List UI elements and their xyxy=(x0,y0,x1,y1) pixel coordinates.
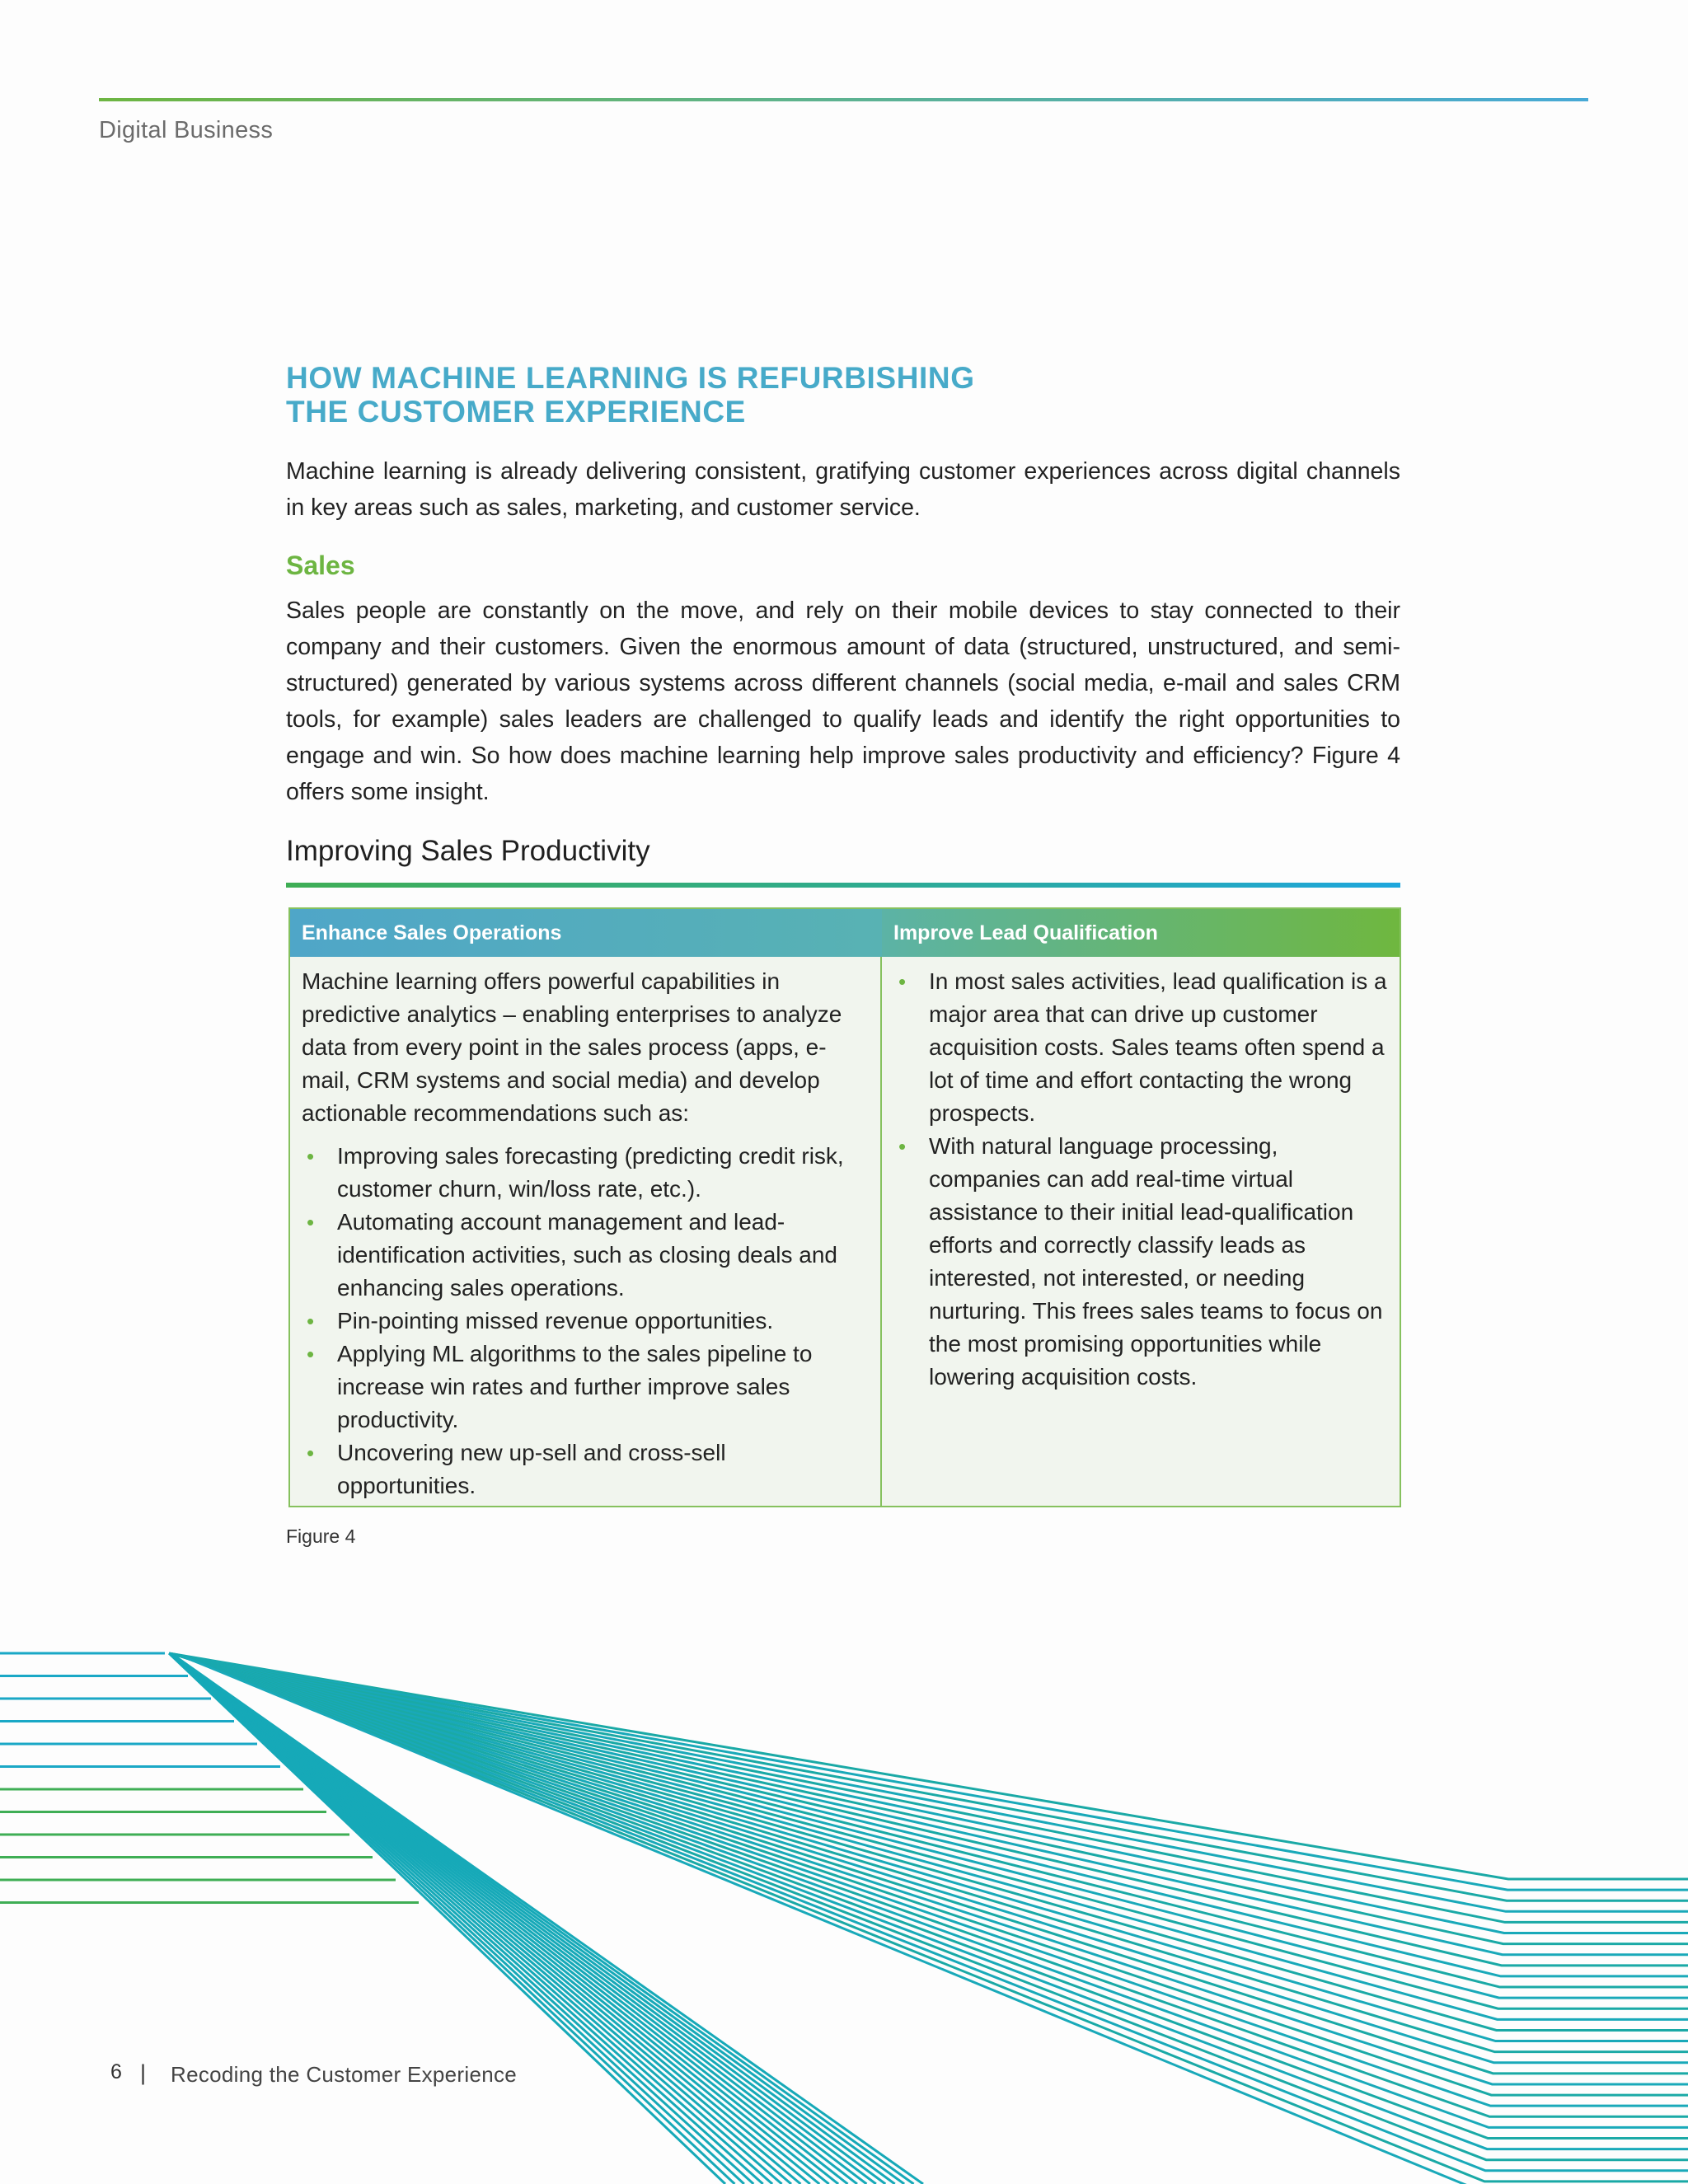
list-item-text: Applying ML algorithms to the sales pipeline to increase win rates and further improve sales productivity. xyxy=(337,1341,813,1432)
bullet-icon: • xyxy=(307,1309,315,1333)
list-item xyxy=(302,1206,869,1305)
figure-table xyxy=(288,907,1401,1507)
article-heading-line2: THE CUSTOMER EXPERIENCE xyxy=(286,395,746,429)
col1-bullet-list xyxy=(302,1140,869,1502)
bullet-icon: • xyxy=(307,1210,315,1235)
bullet-icon: • xyxy=(307,1342,315,1366)
list-item xyxy=(893,965,1388,1130)
figure-title-rule xyxy=(286,883,1400,888)
sales-paragraph: Sales people are constantly on the move, and rely on their mobile devices to stay connected to their company and their customers. Given the enormous amount of data (structured, unstructured, and semi-structured) generated by various systems across different channels (social media, e-mail and sales CRM tools, for example) sales leaders are challenged to qualify leads and identify the right opportunities to engage and win. So how does machine learning help improve sales productivity and efficiency? Figure 4 offers some insight. xyxy=(286,598,1400,805)
table-body-row xyxy=(290,957,1400,1506)
cell-enhance-sales-operations xyxy=(290,957,882,1506)
list-item-text: In most sales activities, lead qualification is a major area that can drive up customer acquisition costs. Sales teams often spend a lot of time and effort contacting the wrong prospects. xyxy=(929,968,1387,1126)
cell-lead-text: Machine learning offers powerful capabilities in predictive analytics – enabling enterprises to analyze data from every point in the sales process (apps, e-mail, CRM systems and social media) and develop actionable recommendations such as: xyxy=(302,968,842,1126)
article-heading xyxy=(286,361,1400,429)
list-item-text: With natural language processing, companies can add real-time virtual assistance to their initial lead-qualification efforts and correctly classify leads as interested, not interested, or needing nurturing. This frees sales teams to focus on the most promising opportunities while lowering acquisition costs. xyxy=(929,1133,1383,1390)
col2-bullet-list xyxy=(893,965,1388,1394)
article xyxy=(286,361,1400,1548)
bullet-icon: • xyxy=(898,969,907,994)
table-header-row xyxy=(290,909,1400,957)
figure-title: Improving Sales Productivity xyxy=(286,835,650,867)
bullet-icon: • xyxy=(307,1144,315,1169)
list-item xyxy=(302,1338,869,1436)
figure-caption: Figure 4 xyxy=(286,1526,356,1547)
list-item-text: Pin-pointing missed revenue opportunities. xyxy=(337,1308,774,1333)
article-heading-line1: HOW MACHINE LEARNING IS REFURBISHING xyxy=(286,361,975,395)
bullet-icon: • xyxy=(307,1441,315,1465)
list-item-text: Improving sales forecasting (predicting credit risk, customer churn, win/loss rate, etc.). xyxy=(337,1143,844,1202)
list-item xyxy=(302,1436,869,1502)
section-label: Digital Business xyxy=(99,117,274,143)
footer-title: Recoding the Customer Experience xyxy=(171,2062,518,2087)
cell-improve-lead-qualification xyxy=(882,957,1400,1506)
footer-separator: | xyxy=(140,2060,147,2085)
list-item xyxy=(302,1305,869,1338)
list-item xyxy=(893,1130,1388,1394)
col-header-enhance-sales-operations: Enhance Sales Operations xyxy=(290,909,882,957)
list-item-text: Automating account management and lead-identification activities, such as closing deals and enhancing sales operations. xyxy=(337,1209,838,1301)
bullet-icon: • xyxy=(898,1134,907,1159)
page-number: 6 xyxy=(110,2060,122,2083)
col-header-improve-lead-qualification: Improve Lead Qualification xyxy=(882,909,1400,957)
header-rule xyxy=(99,98,1588,101)
list-item xyxy=(302,1140,869,1206)
intro-paragraph: Machine learning is already delivering consistent, gratifying customer experiences across digital channels in key areas such as sales, marketing, and customer service. xyxy=(286,458,1400,521)
decorative-line-graphic xyxy=(0,1640,1688,2184)
sales-heading: Sales xyxy=(286,551,355,580)
list-item-text: Uncovering new up-sell and cross-sell opportunities. xyxy=(337,1440,726,1498)
